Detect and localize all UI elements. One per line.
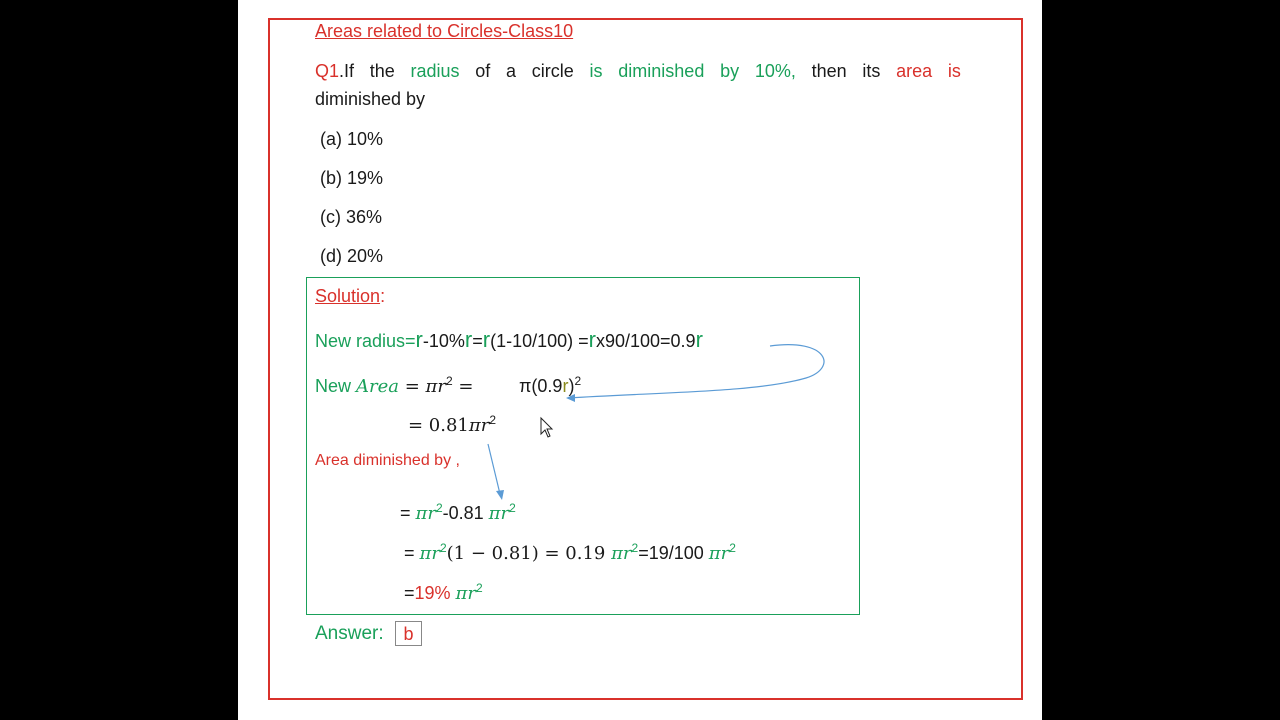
new-area-line: New Area = $\pi r^2$ = [315, 374, 474, 397]
area-diminished-label: Area diminished by , [315, 452, 460, 469]
option-c: (c) 36% [320, 207, 383, 227]
option-b: (b) 19% [320, 168, 384, 188]
solution-heading: Solution: [315, 286, 386, 306]
area-step-4: = $\pi r^2(1 - 0.81) = 0.19$ $\pi r^2=19/100$ $\pi r^2$ [404, 541, 736, 564]
curved-arrow [568, 345, 824, 398]
page-title: Areas related to Circles-Class10 [315, 21, 574, 41]
option-d: (d) 20% [320, 246, 384, 266]
straight-arrow [488, 444, 500, 494]
question-line-1: Q1.If the radius of a circle is diminished by 10%, then its area is [315, 61, 961, 81]
area-step-5: =19% $\pi r^2$ [404, 581, 483, 604]
question-line-2: diminished by [315, 89, 426, 109]
option-a: (a) 10% [320, 129, 384, 149]
straight-arrow-head [496, 490, 504, 500]
answer-box: b [395, 621, 422, 646]
new-radius-line: New radius=r-10%r=r(1-10/100) =rx90/100=0.9r [315, 327, 703, 352]
annotation-overlay [238, 0, 1042, 720]
slide-page [238, 0, 1042, 720]
question-label: Q1 [315, 61, 340, 81]
new-area-rhs: $\pi(0.9r)^2$ [519, 374, 582, 396]
answer-label: Answer: [315, 623, 384, 644]
area-step-2: = $0.81\pi r^2$ [408, 413, 497, 436]
curved-arrow-head [566, 394, 575, 402]
area-step-3: = $\pi r^2-0.81$ $\pi r^2$ [400, 501, 516, 524]
mouse-cursor-icon [541, 418, 552, 437]
